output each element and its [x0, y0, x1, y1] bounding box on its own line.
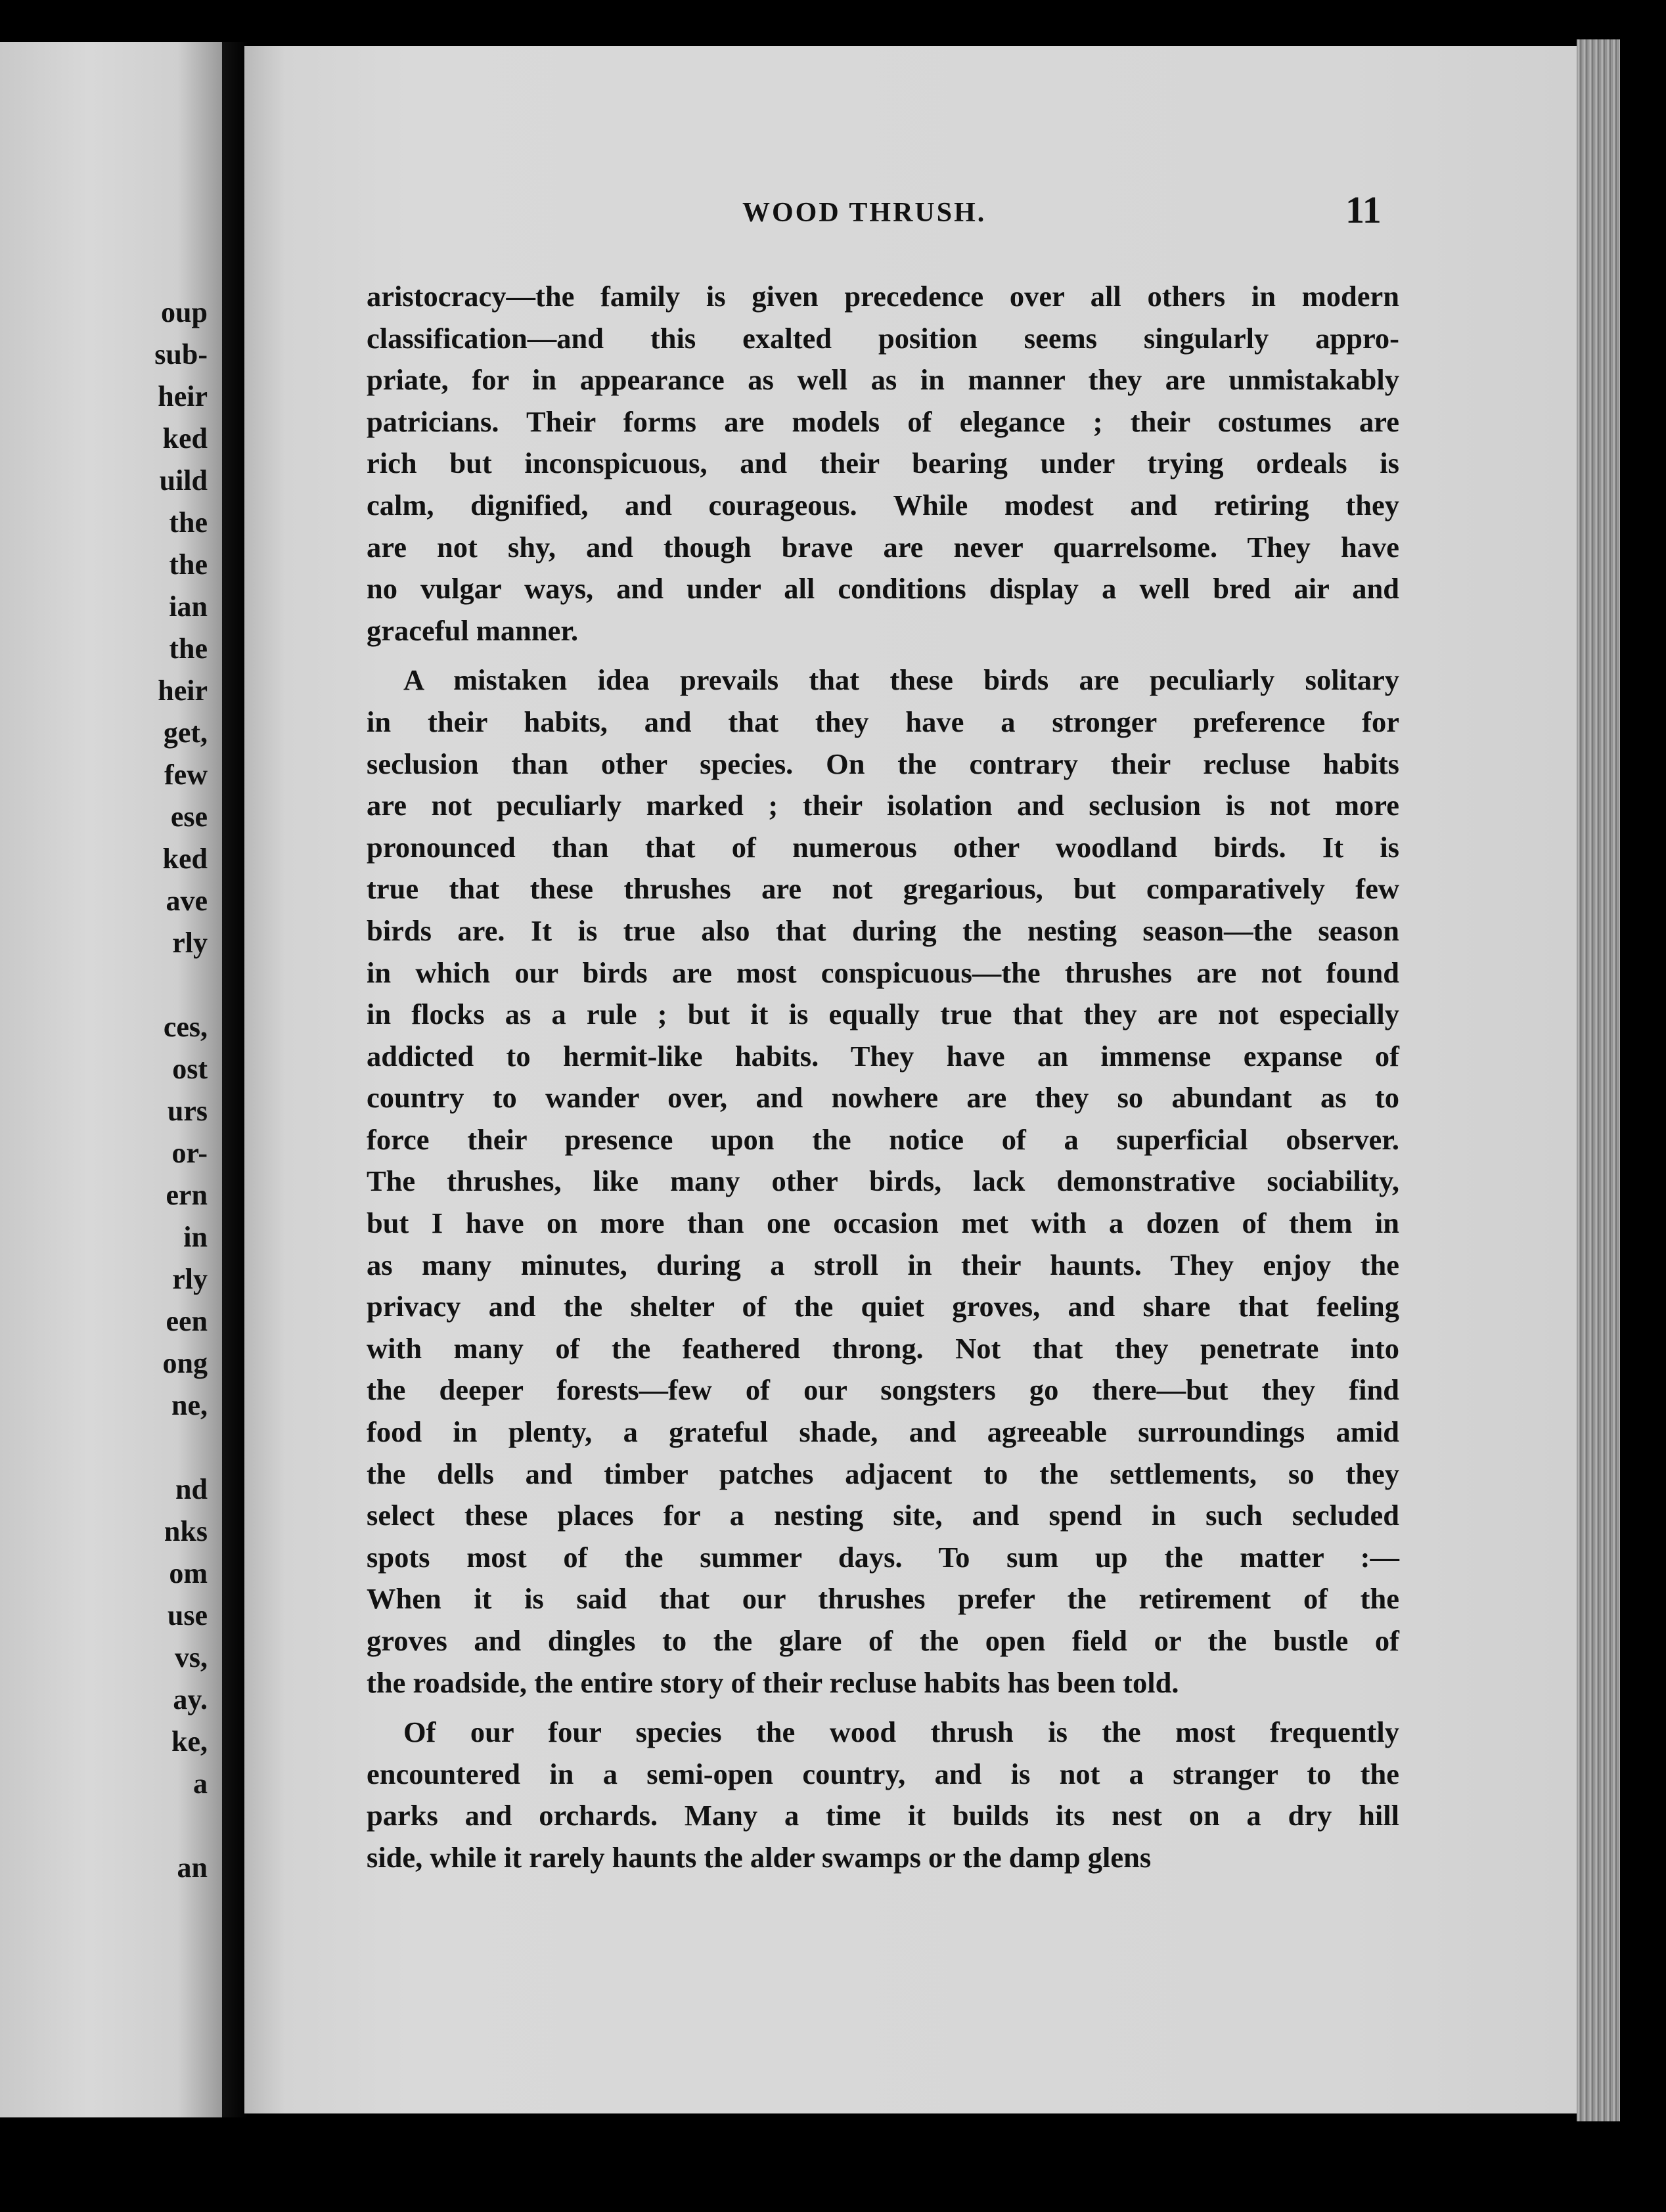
paragraph [367, 276, 1399, 652]
text-line: aristocracy—the family is given precedence over all others in modern [367, 280, 1399, 313]
left-page-fragment: rly [172, 1263, 208, 1295]
text-line: the dells and timber patches adjacent to the settlements, so they [367, 1457, 1399, 1490]
text-line: side, while it rarely haunts the alder swamps or the damp glens [367, 1840, 1152, 1874]
text-line: are not peculiarly marked ; their isolation and seclusion is not more [367, 789, 1399, 822]
text-line: in flocks as a rule ; but it is equally true that they are not especially [367, 998, 1399, 1031]
left-page-fragment: nd [175, 1473, 208, 1505]
left-page-fragment: ern [166, 1179, 208, 1211]
text-line: but I have on more than one occasion met with a dozen of them in [367, 1206, 1399, 1240]
left-page-text-fragments [154, 292, 208, 1889]
left-page-fragment: a [193, 1767, 208, 1800]
page-number: 11 [1345, 188, 1382, 231]
text-line: as many minutes, during a stroll in their haunts. They enjoy the [367, 1248, 1399, 1281]
text-line: force their presence upon the notice of a superficial observer. [367, 1122, 1399, 1156]
paragraph [367, 1712, 1399, 1878]
left-page-fragment: om [169, 1557, 208, 1589]
left-page-fragment: sub- [154, 338, 208, 370]
left-page-fragment: rly [172, 927, 208, 959]
body-text [367, 276, 1399, 1879]
text-line: graceful manner. [367, 613, 579, 647]
left-page-fragment: nks [164, 1515, 208, 1547]
text-line: Of our four species the wood thrush is the most frequently [403, 1715, 1399, 1749]
text-line: A mistaken idea prevails that these birds are peculiarly solitary [403, 663, 1399, 697]
text-line: The thrushes, like many other birds, lack demonstrative sociability, [367, 1164, 1399, 1198]
text-line: encountered in a semi-open country, and is not a stranger to the [367, 1757, 1399, 1790]
running-head: WOOD THRUSH. [742, 198, 987, 228]
left-page-fragment [154, 1427, 208, 1469]
left-page-fragment: uild [159, 464, 208, 497]
left-page-fragment: in [183, 1221, 208, 1253]
left-page-fragment: ian [169, 590, 208, 623]
left-page-fragment: een [166, 1305, 208, 1337]
left-page-fragment: heir [158, 675, 208, 707]
left-page-fragment: the [169, 506, 208, 539]
left-page-fragment: vs, [174, 1641, 208, 1673]
text-line: birds are. It is true also that during the nesting season—the season [367, 914, 1399, 947]
text-line: country to wander over, and nowhere are they so abundant as to [367, 1081, 1399, 1115]
text-line: the deeper forests—few of our songsters go there—but they find [367, 1373, 1399, 1407]
left-page-fragment: ked [162, 843, 208, 875]
text-line: spots most of the summer days. To sum up the matter :— [367, 1540, 1399, 1574]
text-line: classification—and this exalted position seems singularly appro- [367, 321, 1399, 355]
text-line: in their habits, and that they have a stronger preference for [367, 705, 1399, 738]
text-line: priate, for in appearance as well as in manner they are unmistakably [367, 363, 1399, 397]
left-page-fragment: ces, [163, 1011, 208, 1043]
left-page-fragment: ave [166, 885, 208, 917]
text-line: addicted to hermit-like habits. They have an immense expanse of [367, 1039, 1399, 1073]
left-page-fragment: ne, [171, 1389, 208, 1421]
text-line: groves and dingles to the glare of the open field or the bustle of [367, 1624, 1399, 1657]
text-line: no vulgar ways, and under all conditions display a well bred air and [367, 572, 1399, 606]
text-line: food in plenty, a grateful shade, and agreeable surroundings amid [367, 1415, 1399, 1449]
text-line: true that these thrushes are not gregarious, but comparatively few [367, 872, 1399, 906]
left-page-fragment [154, 964, 208, 1006]
left-page-fragment: ay. [173, 1683, 208, 1715]
text-line: seclusion than other species. On the contrary their recluse habits [367, 747, 1399, 780]
text-line: the roadside, the entire story of their recluse habits has been told. [367, 1666, 1179, 1699]
page-edges [1577, 39, 1620, 2121]
text-line: calm, dignified, and courageous. While modest and retiring they [367, 488, 1399, 521]
left-page-fragment: get, [163, 717, 208, 749]
left-page-fragment: urs [167, 1095, 208, 1127]
left-page-fragment: or- [171, 1137, 208, 1169]
text-line: are not shy, and though brave are never quarrelsome. They have [367, 530, 1399, 564]
left-page-fragment: ost [172, 1053, 208, 1085]
left-page-fragment: oup [161, 296, 208, 328]
left-page-fragment: ese [170, 801, 208, 833]
text-line: with many of the feathered throng. Not that they penetrate into [367, 1331, 1399, 1365]
left-page-fragment: heir [158, 380, 208, 412]
text-line: When it is said that our thrushes prefer the retirement of the [367, 1582, 1399, 1616]
left-page-fragment: ked [162, 422, 208, 454]
left-facing-page [0, 42, 222, 2117]
left-page-fragment: ong [162, 1347, 208, 1379]
left-page-fragment [154, 1805, 208, 1847]
text-line: patricians. Their forms are models of elegance ; their costumes are [367, 405, 1399, 438]
left-page-fragment: ke, [171, 1725, 208, 1758]
left-page-fragment: the [169, 632, 208, 665]
left-page-fragment: an [177, 1851, 208, 1884]
paragraph [367, 659, 1399, 1704]
text-line: pronounced than that of numerous other woodland birds. It is [367, 830, 1399, 864]
text-line: parks and orchards. Many a time it builds its nest on a dry hill [367, 1799, 1399, 1832]
left-page-fragment: use [167, 1599, 208, 1631]
text-line: rich but inconspicuous, and their bearing under trying ordeals is [367, 447, 1399, 480]
text-line: privacy and the shelter of the quiet groves, and share that feeling [367, 1290, 1399, 1323]
text-line: select these places for a nesting site, and spend in such secluded [367, 1499, 1399, 1532]
left-page-fragment: few [164, 759, 208, 791]
left-page-fragment: the [169, 548, 208, 581]
text-line: in which our birds are most conspicuous—the thrushes are not found [367, 956, 1399, 989]
